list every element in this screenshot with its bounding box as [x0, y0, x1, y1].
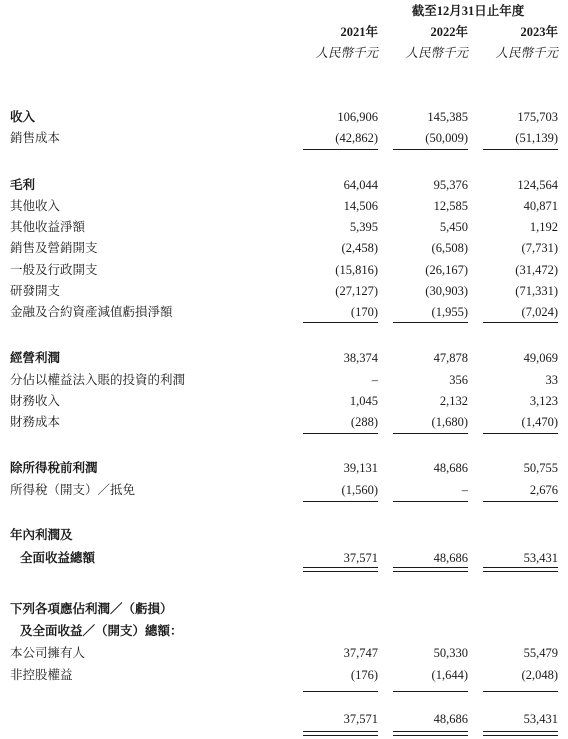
- row-value: 37,747: [343, 646, 378, 660]
- row-value: 48,686: [433, 551, 468, 565]
- row-value: (42,862): [335, 131, 378, 145]
- subtotal-rule: [483, 501, 558, 502]
- row-label: 全面收益總額: [20, 551, 96, 565]
- subtotal-rule: [483, 322, 558, 323]
- row-value: 40,871: [523, 199, 558, 213]
- row-value: (31,472): [515, 263, 558, 277]
- row-value: (27,127): [335, 284, 378, 298]
- total-double-rule: [393, 731, 468, 736]
- row-value: (6,508): [431, 241, 468, 255]
- row-label: 年內利潤及: [10, 528, 73, 542]
- row-label: 其他收入: [10, 199, 61, 213]
- subtotal-rule: [303, 322, 378, 323]
- subtotal-rule: [393, 501, 468, 502]
- row-value: 2,132: [439, 394, 468, 408]
- row-value: 64,044: [343, 178, 378, 192]
- row-label: 分佔以權益法入賬的投資的利潤: [10, 373, 186, 387]
- subtotal-rule: [303, 501, 378, 502]
- row-value: 50,330: [433, 646, 468, 660]
- row-value: 1,045: [349, 394, 378, 408]
- row-label: 非控股權益: [10, 668, 73, 682]
- row-value: 49,069: [523, 351, 558, 365]
- subtotal-rule: [393, 691, 468, 692]
- row-label: 本公司擁有人: [10, 646, 86, 660]
- total-double-rule: [483, 731, 558, 736]
- subtotal-rule: [393, 433, 468, 434]
- row-label: 除所得稅前利潤: [10, 461, 98, 475]
- row-label: 金融及合約資產減值虧損淨額: [10, 305, 173, 319]
- row-value: (30,903): [425, 284, 468, 298]
- row-value: 33: [545, 373, 558, 387]
- subtotal-rule: [483, 691, 558, 692]
- row-value: 3,123: [529, 394, 558, 408]
- row-label: 一般及行政開支: [10, 263, 98, 277]
- row-value: (176): [350, 668, 378, 682]
- row-value: (71,331): [515, 284, 558, 298]
- row-value: 124,564: [517, 178, 558, 192]
- row-value: 47,878: [433, 351, 468, 365]
- row-value: 145,385: [427, 110, 468, 124]
- row-value: 50,755: [523, 461, 558, 475]
- row-value: (288): [350, 415, 378, 429]
- row-value: 106,906: [337, 110, 378, 124]
- row-value: (50,009): [425, 131, 468, 145]
- row-label: 及全面收益／（開支）總額：: [20, 624, 183, 638]
- row-value: (7,024): [521, 305, 558, 319]
- row-label: 其他收益淨額: [10, 220, 86, 234]
- subtotal-rule: [303, 691, 378, 692]
- row-value: –: [461, 483, 468, 497]
- row-value: 53,431: [523, 712, 558, 726]
- subtotal-rule: [483, 149, 558, 150]
- row-value: 37,571: [343, 712, 378, 726]
- total-double-rule: [303, 567, 378, 572]
- row-label: 收入: [10, 110, 36, 124]
- row-label: 研發開支: [10, 284, 61, 298]
- subtotal-rule: [393, 322, 468, 323]
- row-value: 39,131: [343, 461, 378, 475]
- row-label: 銷售及營銷開支: [10, 241, 98, 255]
- row-value: (51,139): [515, 131, 558, 145]
- row-value: 95,376: [433, 178, 468, 192]
- row-value: 55,479: [523, 646, 558, 660]
- row-value: (15,816): [335, 263, 378, 277]
- total-double-rule: [303, 731, 378, 736]
- row-label: 經營利潤: [10, 351, 61, 365]
- unit-label-2021: 人民幣千元: [315, 46, 378, 60]
- row-value: (26,167): [425, 263, 468, 277]
- subtotal-rule: [483, 433, 558, 434]
- row-value: 5,395: [349, 220, 378, 234]
- row-label: 銷售成本: [10, 131, 61, 145]
- row-value: (170): [350, 305, 378, 319]
- row-label: 財務成本: [10, 415, 61, 429]
- row-value: (1,955): [431, 305, 468, 319]
- unit-label-2022: 人民幣千元: [405, 46, 468, 60]
- unit-label-2023: 人民幣千元: [495, 46, 558, 60]
- row-label: 財務收入: [10, 394, 61, 408]
- year-header-2023: 2023年: [520, 25, 558, 39]
- row-value: 14,506: [343, 199, 378, 213]
- year-header-2022: 2022年: [430, 25, 468, 39]
- period-header: 截至12月31日止年度: [411, 4, 525, 18]
- row-label: 所得稅（開支）／抵免: [10, 483, 136, 497]
- row-value: 1,192: [529, 220, 558, 234]
- row-value: 2,676: [529, 483, 558, 497]
- row-value: 12,585: [433, 199, 468, 213]
- subtotal-rule: [393, 149, 468, 150]
- total-double-rule: [483, 567, 558, 572]
- row-value: 48,686: [433, 461, 468, 475]
- row-value: (7,731): [521, 241, 558, 255]
- row-value: (2,458): [341, 241, 378, 255]
- row-label: 下列各項應佔利潤／（虧損）: [10, 602, 173, 616]
- row-label: 毛利: [10, 178, 36, 192]
- row-value: (1,470): [521, 415, 558, 429]
- row-value: 53,431: [523, 551, 558, 565]
- year-header-2021: 2021年: [340, 25, 378, 39]
- row-value: (1,680): [431, 415, 468, 429]
- row-value: 175,703: [517, 110, 558, 124]
- row-value: (2,048): [521, 668, 558, 682]
- row-value: 37,571: [343, 551, 378, 565]
- row-value: 38,374: [343, 351, 378, 365]
- row-value: 356: [449, 373, 468, 387]
- subtotal-rule: [303, 433, 378, 434]
- total-double-rule: [393, 567, 468, 572]
- row-value: (1,644): [431, 668, 468, 682]
- subtotal-rule: [303, 149, 378, 150]
- row-value: 48,686: [433, 712, 468, 726]
- row-value: (1,560): [341, 483, 378, 497]
- row-value: 5,450: [439, 220, 468, 234]
- row-value: –: [371, 373, 378, 387]
